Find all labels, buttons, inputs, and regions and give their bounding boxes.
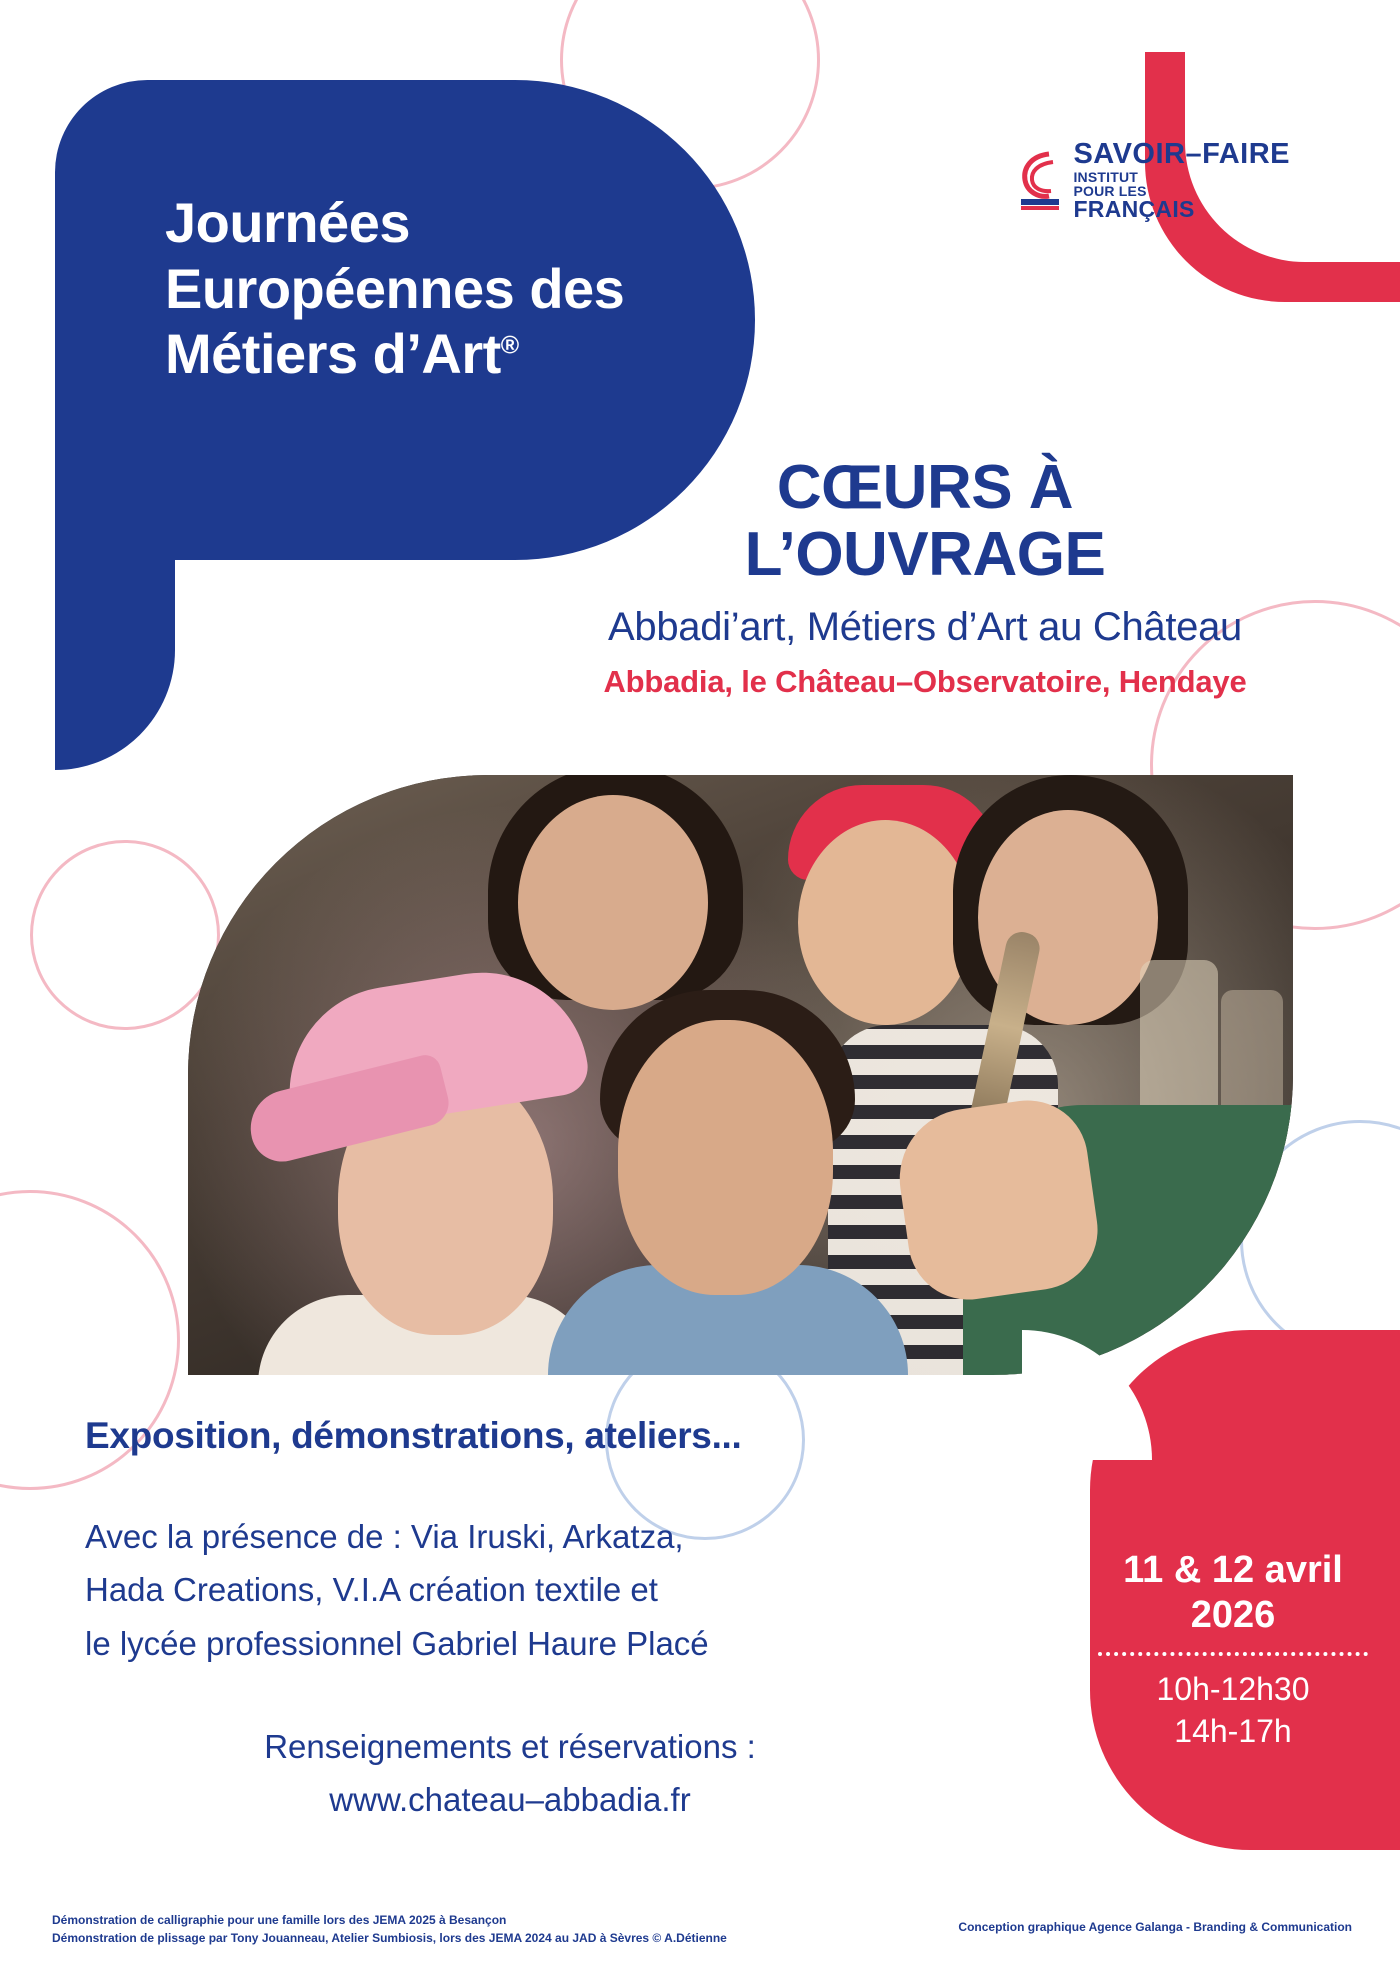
event-title-line1: CŒURS À	[776, 453, 1074, 522]
registered-mark: ®	[500, 331, 519, 360]
photo-figure-hand	[891, 1093, 1106, 1308]
sff-logo-mark-icon	[1019, 150, 1061, 212]
event-subtitle: Abbadi’art, Métiers d’Art au Château	[608, 604, 1242, 649]
event-title-line2: L’OUVRAGE	[744, 519, 1106, 589]
participants-line-3: le lycée professionnel Gabriel Haure Placé	[85, 1624, 709, 1662]
event-location: Abbadia, le Château–Observatoire, Hendaye	[603, 663, 1247, 699]
participants-line-1: Avec la présence de : Via Iruski, Arkatza,	[85, 1518, 684, 1555]
headline-block	[510, 455, 1340, 700]
sff-logo-text	[1073, 140, 1290, 222]
photo-background	[188, 775, 1293, 1375]
contact-label: Renseignements et réservations :	[264, 1728, 756, 1765]
participants-text	[85, 1510, 985, 1670]
date-line-2: 2026	[1190, 1593, 1276, 1636]
page-title	[165, 190, 725, 387]
contact-url[interactable]: www.chateau–abbadia.fr	[329, 1781, 691, 1819]
participants-line-2: Hada Creations, V.I.A création textile et	[85, 1571, 658, 1609]
photo-figure-woman-a	[518, 795, 708, 1010]
hours-afternoon: 14h-17h	[1174, 1712, 1292, 1749]
date-divider	[1098, 1652, 1368, 1656]
logo-line-institut: INSTITUT	[1073, 168, 1139, 185]
sff-logo	[1019, 140, 1290, 222]
activities-lead: Exposition, démonstrations, ateliers...	[85, 1415, 742, 1456]
photo-credit-line-2: Démonstration de plissage par Tony Jouanneau, Atelier Sumbiosis, lors des JEMA 2024 au JAD à Sèvres © A.Détienne	[52, 1931, 727, 1946]
page-title-text: Journées Européennes des Métiers d’Art	[165, 191, 625, 386]
logo-line-francais: FRANÇAIS	[1073, 196, 1195, 223]
logo-line-pour-les: POUR LES	[1073, 182, 1147, 199]
date-line-1: 11 & 12 avril	[1123, 1549, 1343, 1591]
photo-figure-boy-face	[618, 1020, 833, 1295]
design-credit: Conception graphique Agence Galanga - Branding & Communication	[958, 1920, 1352, 1934]
photo-figure-woman-b	[798, 820, 973, 1025]
logo-line-savoir-faire: SAVOIR–FAIRE	[1073, 138, 1290, 170]
date-details	[1088, 1548, 1378, 1752]
contact-block	[85, 1720, 935, 1827]
hours-morning: 10h-12h30	[1156, 1670, 1310, 1707]
photo-credit-line-1: Démonstration de calligraphie pour une famille lors des JEMA 2025 à Besançon	[52, 1912, 507, 1927]
event-photo	[188, 775, 1293, 1375]
event-title	[510, 455, 1340, 589]
photo-credits	[52, 1911, 727, 1948]
